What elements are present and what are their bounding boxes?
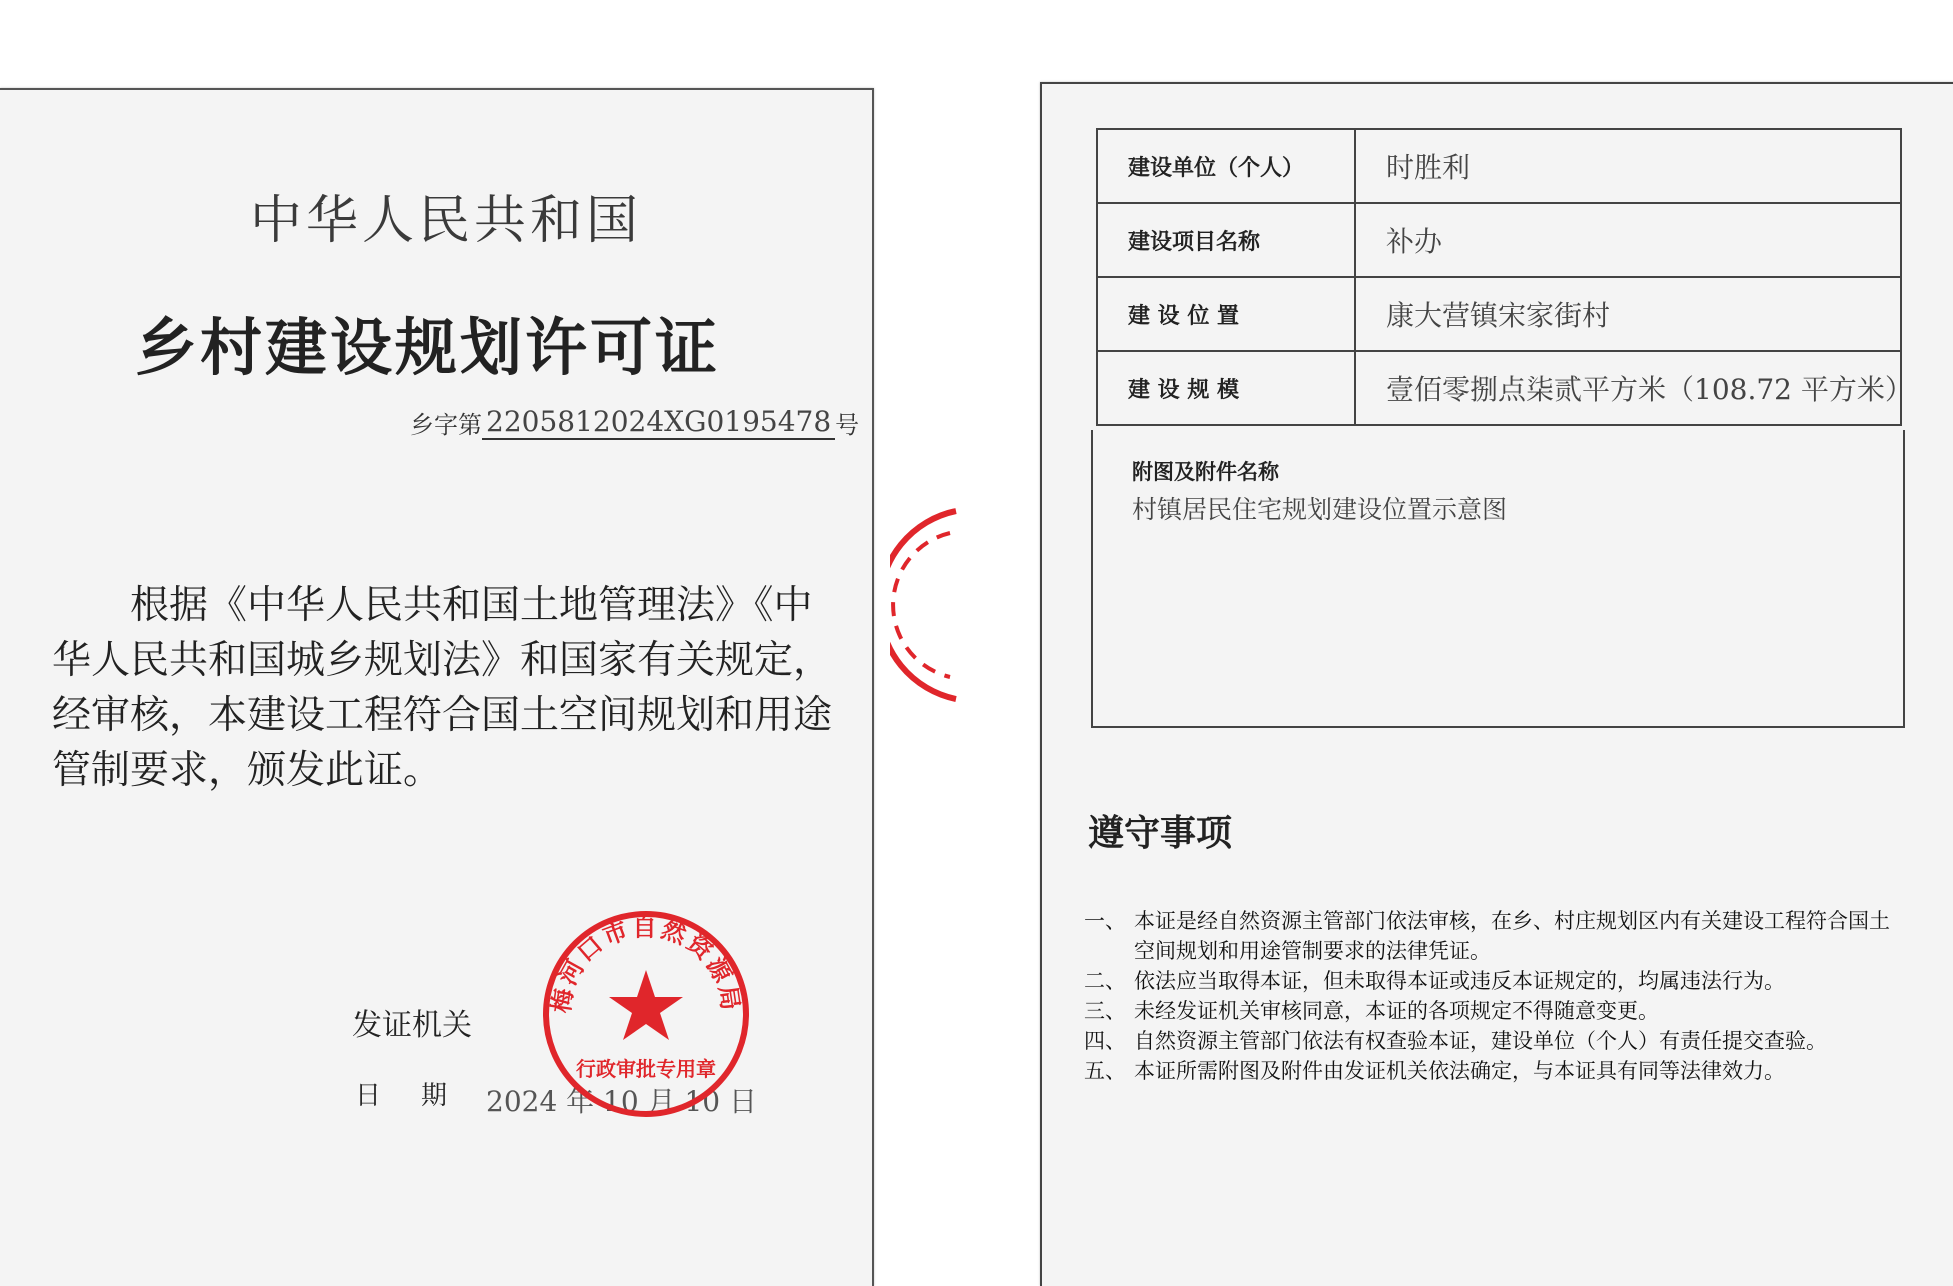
row-value: 康大营镇宋家街村 bbox=[1355, 277, 1901, 351]
number-suffix: 号 bbox=[835, 411, 860, 439]
list-item bbox=[1084, 1056, 1904, 1086]
partial-seal-fragment bbox=[890, 505, 960, 705]
list-item bbox=[1084, 1026, 1904, 1056]
table-row bbox=[1097, 203, 1901, 277]
note-mark: 四、 bbox=[1084, 1029, 1126, 1053]
notes-title: 遵守事项 bbox=[1088, 813, 1233, 854]
row-label: 建设单位（个人） bbox=[1097, 129, 1355, 203]
row-value: 补办 bbox=[1355, 203, 1901, 277]
note-text: 本证所需附图及附件由发证机关依法确定，与本证具有同等法律效力。 bbox=[1134, 1059, 1785, 1083]
certificate-number-line bbox=[410, 405, 859, 440]
row-value: 壹佰零捌点柒贰平方米（108.72 平方米） bbox=[1355, 351, 1901, 425]
list-item bbox=[1084, 966, 1904, 996]
country-name: 中华人民共和国 bbox=[250, 191, 643, 251]
note-text: 未经发证机关审核同意，本证的各项规定不得随意变更。 bbox=[1134, 999, 1659, 1023]
certificate-body-text: 根据《中华人民共和国土地管理法》《中华人民共和国城乡规划法》和国家有关规定，经审核，本建设工程符合国土空间规划和用途管制要求，颁发此证。 bbox=[52, 583, 833, 793]
note-mark: 二、 bbox=[1084, 969, 1126, 993]
table-row bbox=[1097, 277, 1901, 351]
certificate-title: 乡村建设规划许可证 bbox=[135, 311, 721, 384]
seal-bottom-text: 行政审批专用章 bbox=[576, 1057, 716, 1081]
note-mark: 三、 bbox=[1084, 999, 1126, 1023]
certificate-number: 2205812024XG0195478 bbox=[482, 405, 835, 440]
date-label: 日期 bbox=[355, 1081, 488, 1111]
number-prefix: 乡字第 bbox=[410, 411, 482, 439]
table-row bbox=[1097, 129, 1901, 203]
issue-date: 2024 年 10 月 10 日 bbox=[486, 1085, 758, 1118]
project-info-table bbox=[1096, 128, 1913, 426]
note-text: 自然资源主管部门依法有权查验本证，建设单位（个人）有责任提交查验。 bbox=[1134, 1029, 1827, 1053]
note-mark: 五、 bbox=[1084, 1059, 1126, 1083]
star-icon bbox=[609, 970, 683, 1040]
list-item bbox=[1084, 906, 1904, 966]
row-label: 建 设 规 模 bbox=[1097, 351, 1355, 425]
list-item bbox=[1084, 996, 1904, 1026]
row-value: 时胜利 bbox=[1355, 129, 1901, 203]
official-seal bbox=[540, 908, 752, 1120]
table-row bbox=[1097, 351, 1901, 425]
note-text: 依法应当取得本证，但未取得本证或违反本证规定的，均属违法行为。 bbox=[1134, 969, 1785, 993]
issuer-label: 发证机关 bbox=[352, 1008, 472, 1043]
note-mark: 一、 bbox=[1084, 909, 1126, 933]
attachment-label: 附图及附件名称 bbox=[1132, 460, 1279, 484]
note-text: 本证是经自然资源主管部门依法审核，在乡、村庄规划区内有关建设工程符合国土空间规划和用途管制要求的法律凭证。 bbox=[1134, 909, 1890, 963]
notes-list bbox=[1084, 906, 1904, 1086]
seal-ring-text: 梅河口市自然资源局 bbox=[547, 913, 745, 1015]
attachment-value: 村镇居民住宅规划建设位置示意图 bbox=[1132, 495, 1508, 524]
row-label: 建设项目名称 bbox=[1097, 203, 1355, 277]
row-label: 建 设 位 置 bbox=[1097, 277, 1355, 351]
